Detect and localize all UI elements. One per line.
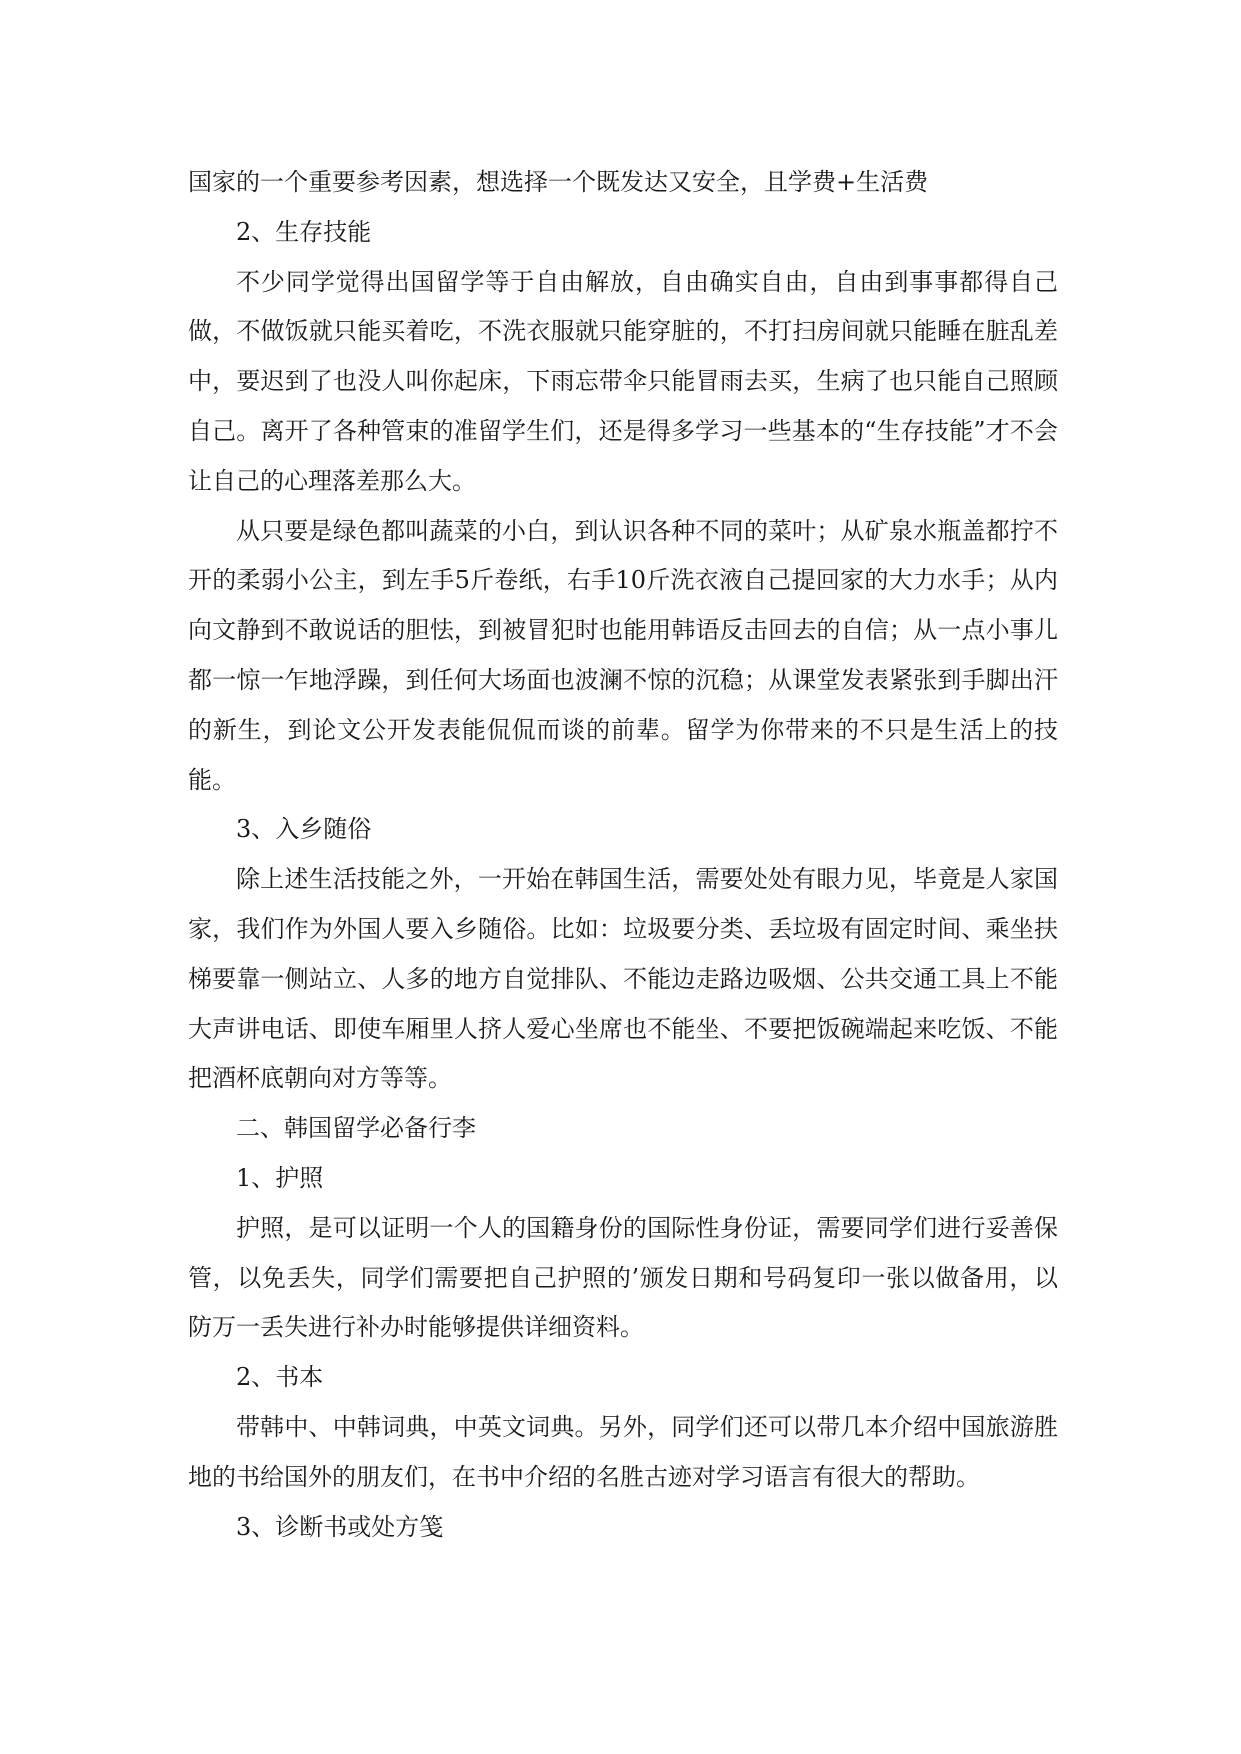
heading-diagnosis: 3、诊断书或处方笺 [236,1512,444,1541]
paragraph-growth: 从只要是绿色都叫蔬菜的小白，到认识各种不同的菜叶；从矿泉水瓶盖都拧不开的柔弱小公主，到左手5斤卷纸，右手10斤洗衣液自己提回家的大力水手；从内向文静到不敢说话的胆怯，到被冒犯时也能用韩语反击回去的自信；从一点小事儿都一惊一乍地浮躁，到任何大场面也波澜不惊的沉稳；从课堂发表紧张到手脚出汗的新生，到论文公开发表能侃侃而谈的前辈。留学为你带来的不只是生活上的技能。 [188,516,1058,794]
document-body [188,158,1058,1552]
paragraph-survival-intro: 不少同学觉得出国留学等于自由解放，自由确实自由，自由到事事都得自己做，不做饭就只能买着吃，不洗衣服就只能穿脏的，不打扫房间就只能睡在脏乱差中，要迟到了也没人叫你起床，下雨忘带伞只能冒雨去买，生病了也只能自己照顾自己。离开了各种管束的准留学生们，还是得多学习一些基本的“生存技能”才不会让自己的心理落差那么大。 [188,267,1058,495]
paragraph-local-customs: 除上述生活技能之外，一开始在韩国生活，需要处处有眼力见，毕竟是人家国家，我们作为外国人要入乡随俗。比如：垃圾要分类、丢垃圾有固定时间、乘坐扶梯要靠一侧站立、人多的地方自觉排队、不能边走路边吸烟、公共交通工具上不能大声讲电话、即使车厢里人挤人爱心坐席也不能坐、不要把饭碗端起来吃饭、不能把酒杯底朝向对方等等。 [188,865,1058,1093]
heading-luggage: 二、韩国留学必备行李 [236,1114,476,1143]
heading-passport: 1、护照 [236,1163,324,1192]
paragraph-1: 国家的一个重要参考因素，想选择一个既发达又安全，且学费+生活费 [188,168,929,196]
heading-local-customs: 3、入乡随俗 [236,815,372,844]
heading-survival-skills: 2、生存技能 [236,217,372,246]
paragraph-books: 带韩中、中韩词典，中英文词典。另外，同学们还可以带几本介绍中国旅游胜地的书给国外的朋友们，在书中介绍的名胜古迹对学习语言有很大的帮助。 [188,1412,1058,1491]
paragraph-passport: 护照，是可以证明一个人的国籍身份的国际性身份证，需要同学们进行妥善保管，以免丢失，同学们需要把自己护照的’颁发日期和号码复印一张以做备用，以防万一丢失进行补办时能够提供详细资料。 [188,1213,1058,1342]
heading-books: 2、书本 [236,1363,324,1392]
